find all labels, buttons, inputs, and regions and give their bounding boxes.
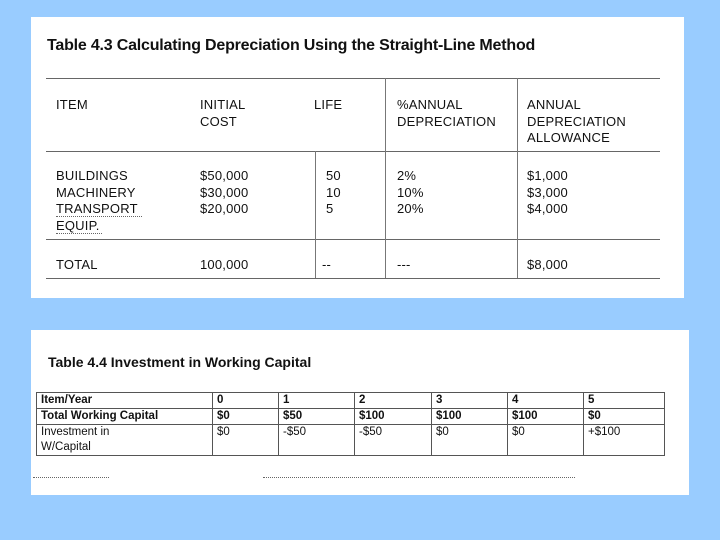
table-cell: $0	[584, 409, 665, 425]
table-bottom-rule	[46, 278, 660, 279]
total-pct: ---	[397, 257, 411, 272]
column-divider	[385, 78, 386, 278]
header-initial-cost: INITIAL COST	[200, 97, 246, 129]
spellcheck-underline	[56, 233, 102, 234]
row-label: Investment in W/Capital	[37, 425, 213, 456]
item-lives: 50 10 5	[326, 168, 341, 216]
table-cell: $100	[508, 409, 584, 425]
item-names: BUILDINGS MACHINERY TRANSPORT EQUIP.	[56, 168, 138, 233]
header-item: ITEM	[56, 97, 88, 112]
table-4-4-title: Table 4.4 Investment in Working Capital	[48, 354, 312, 370]
table-4-4-panel	[31, 330, 689, 495]
table-cell: 0	[213, 393, 279, 409]
table-cell: $0	[432, 425, 508, 456]
table-cell: +$100	[584, 425, 665, 456]
dotted-rule	[33, 477, 109, 478]
row-label: Item/Year	[37, 393, 213, 409]
total-initial-cost: 100,000	[200, 257, 249, 272]
header-life: LIFE	[314, 97, 343, 112]
table-cell: 4	[508, 393, 584, 409]
header-rule	[46, 151, 660, 152]
header-annual-allowance: ANNUAL DEPRECIATION ALLOWANCE	[527, 97, 626, 145]
table-cell: $0	[508, 425, 584, 456]
table-cell: -$50	[279, 425, 355, 456]
table-4-3-panel	[31, 17, 684, 298]
total-label: TOTAL	[56, 257, 98, 272]
table-cell: 2	[355, 393, 432, 409]
table-row	[37, 393, 665, 409]
column-divider	[517, 78, 518, 278]
body-rule	[46, 239, 660, 240]
working-capital-table	[36, 392, 665, 456]
dotted-rule	[263, 477, 575, 478]
table-row	[37, 425, 665, 456]
spellcheck-underline	[56, 216, 142, 217]
table-cell: $100	[432, 409, 508, 425]
table-cell: $100	[355, 409, 432, 425]
table-cell: -$50	[355, 425, 432, 456]
row-label: Total Working Capital	[37, 409, 213, 425]
column-divider	[315, 151, 316, 278]
table-cell: $50	[279, 409, 355, 425]
total-allowance: $8,000	[527, 257, 568, 272]
table-4-3-title: Table 4.3 Calculating Depreciation Using the Straight-Line Method	[47, 37, 536, 54]
table-cell: $0	[213, 409, 279, 425]
header-pct-annual-depreciation: %ANNUAL DEPRECIATION	[397, 97, 496, 129]
item-annual-allowances: $1,000 $3,000 $4,000	[527, 168, 568, 216]
total-life: --	[322, 257, 332, 272]
item-initial-costs: $50,000 $30,000 $20,000	[200, 168, 249, 216]
table-cell: $0	[213, 425, 279, 456]
table-row	[37, 409, 665, 425]
table-cell: 5	[584, 393, 665, 409]
table-top-rule	[46, 78, 660, 79]
table-cell: 3	[432, 393, 508, 409]
table-cell: 1	[279, 393, 355, 409]
item-annual-pcts: 2% 10% 20%	[397, 168, 424, 216]
